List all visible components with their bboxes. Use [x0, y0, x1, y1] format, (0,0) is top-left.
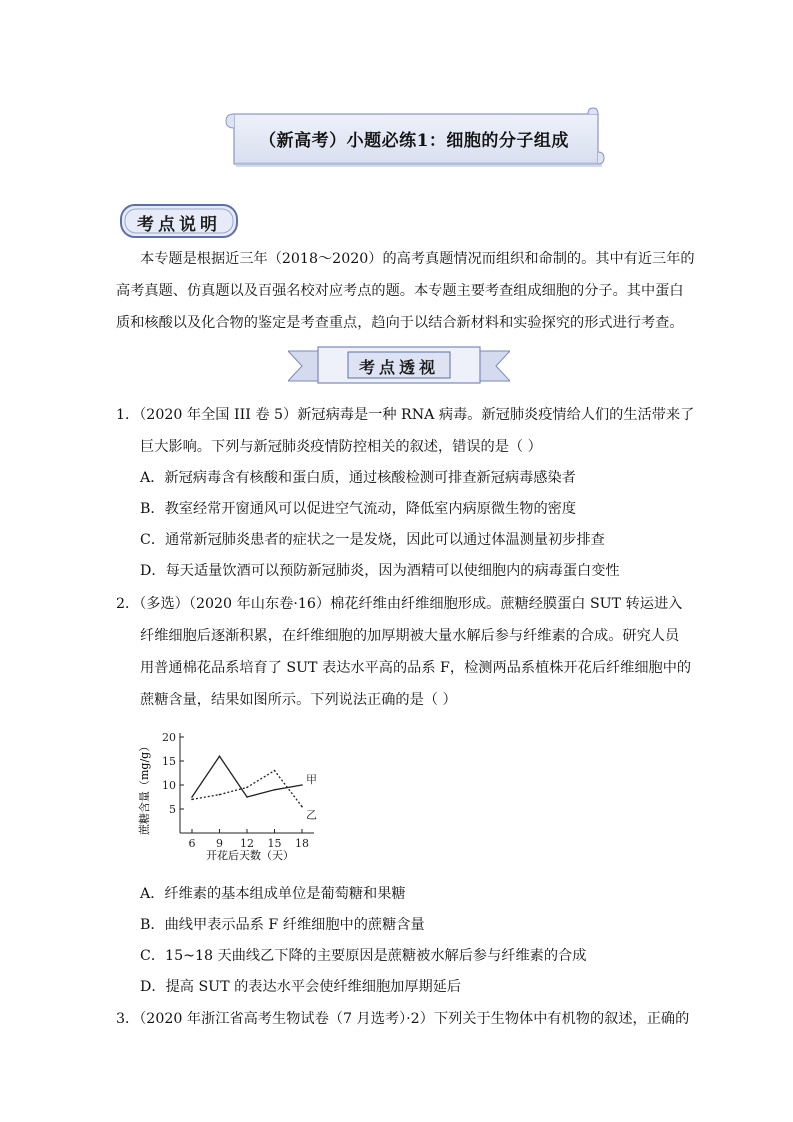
- y-tick-label: 5: [169, 803, 176, 816]
- y-tick-label: 20: [162, 731, 176, 744]
- title-banner: [222, 106, 606, 170]
- y-axis-label: 蔗糖含量（mg/g）: [138, 740, 151, 835]
- q1-stem-line-2: 巨大影响。下列与新冠肺炎疫情防控相关的叙述，错误的是（ ）: [140, 439, 542, 455]
- y-tick-label: 10: [162, 779, 176, 792]
- sucrose-line-chart: [138, 725, 328, 865]
- data-point: [246, 787, 248, 789]
- data-point: [219, 755, 221, 757]
- data-point: [274, 789, 276, 791]
- x-tick-label: 6: [188, 837, 196, 850]
- y-tick-label: 15: [162, 755, 176, 768]
- intro-line-2: 高考真题、仿真题以及百强名校对应考点的题。本专题主要考查组成细胞的分子。其中蛋白: [116, 283, 684, 299]
- q1-stem-line-1: 1．（2020 年全国 III 卷 5）新冠病毒是一种 RNA 病毒。新冠肺炎疫情给人们的生活带来了: [116, 407, 695, 423]
- q1-option-a: A．新冠病毒含有核酸和蛋白质，通过核酸检测可排查新冠病毒感染者: [140, 470, 576, 486]
- series-line-yi: [192, 771, 302, 807]
- q1-option-d: D．每天适量饮酒可以预防新冠肺炎，因为酒精可以使细胞内的病毒蛋白变性: [140, 563, 620, 579]
- section-tag-label: 考点透视: [358, 358, 439, 377]
- series-label: 乙: [306, 808, 317, 822]
- q1-option-c: C．通常新冠肺炎患者的症状之一是发烧，因此可以通过体温测量初步排查: [140, 532, 605, 548]
- section-tag-kaodian-shuoming: [118, 202, 240, 240]
- x-axis-label: 开花后天数（天）: [206, 849, 294, 862]
- intro-line-3: 质和核酸以及化合物的鉴定是考查重点，趋向于以结合新材料和实验探究的形式进行考查。: [116, 315, 684, 331]
- q2-option-d: D．提高 SUT 的表达水平会使纤维细胞加厚期延后: [140, 979, 462, 995]
- data-point: [301, 806, 303, 808]
- x-tick-label: 12: [240, 837, 254, 850]
- data-point: [246, 796, 248, 798]
- page-title: （新高考）小题必练1：细胞的分子组成: [259, 131, 569, 151]
- chart-svg: [138, 725, 328, 865]
- x-tick-label: 15: [267, 837, 282, 850]
- q2-stem-line-3: 用普通棉花品系培育了 SUT 表达水平高的品系 F，检测两品系植株开花后纤维细胞中的: [140, 660, 692, 676]
- q2-stem-line-1: 2．（多选）（2020 年山东卷·16）棉花纤维由纤维细胞形成。蔗糖经膜蛋白 SUT 转运进入: [116, 596, 683, 612]
- x-tick-label: 18: [295, 837, 309, 850]
- q3-stem-line-1: 3．（2020 年浙江省高考生物试卷（7 月选考）·2）下列关于生物体中有机物的叙述，正确的: [116, 1011, 690, 1027]
- series-line-jia: [192, 756, 302, 797]
- q2-option-a: A．纤维素的基本组成单位是葡萄糖和果糖: [140, 886, 406, 902]
- q2-option-b: B．曲线甲表示品系 F 纤维细胞中的蔗糖含量: [140, 917, 425, 933]
- data-point: [301, 784, 303, 786]
- section-tag-kaodian-toushi: [288, 343, 510, 389]
- section-tag-label: 考点说明: [137, 215, 221, 235]
- x-tick-label: 9: [216, 837, 223, 850]
- data-point: [191, 796, 193, 798]
- q2-stem-line-4: 蔗糖含量，结果如图所示。下列说法正确的是（ ）: [140, 692, 457, 708]
- q1-option-b: B．教室经常开窗通风可以促进空气流动，降低室内病原微生物的密度: [140, 501, 577, 517]
- series-label: 甲: [306, 773, 317, 786]
- data-point: [219, 794, 221, 796]
- q2-option-c: C．15~18 天曲线乙下降的主要原因是蔗糖被水解后参与纤维素的合成: [140, 948, 587, 964]
- data-point: [191, 799, 193, 801]
- data-point: [274, 770, 276, 772]
- q2-stem-line-2: 纤维细胞后逐渐积累，在纤维细胞的加厚期被大量水解后参与纤维素的合成。研究人员: [140, 628, 680, 644]
- intro-line-1: 本专题是根据近三年（2018～2020）的高考真题情况而组织和命制的。其中有近三年的: [140, 251, 695, 267]
